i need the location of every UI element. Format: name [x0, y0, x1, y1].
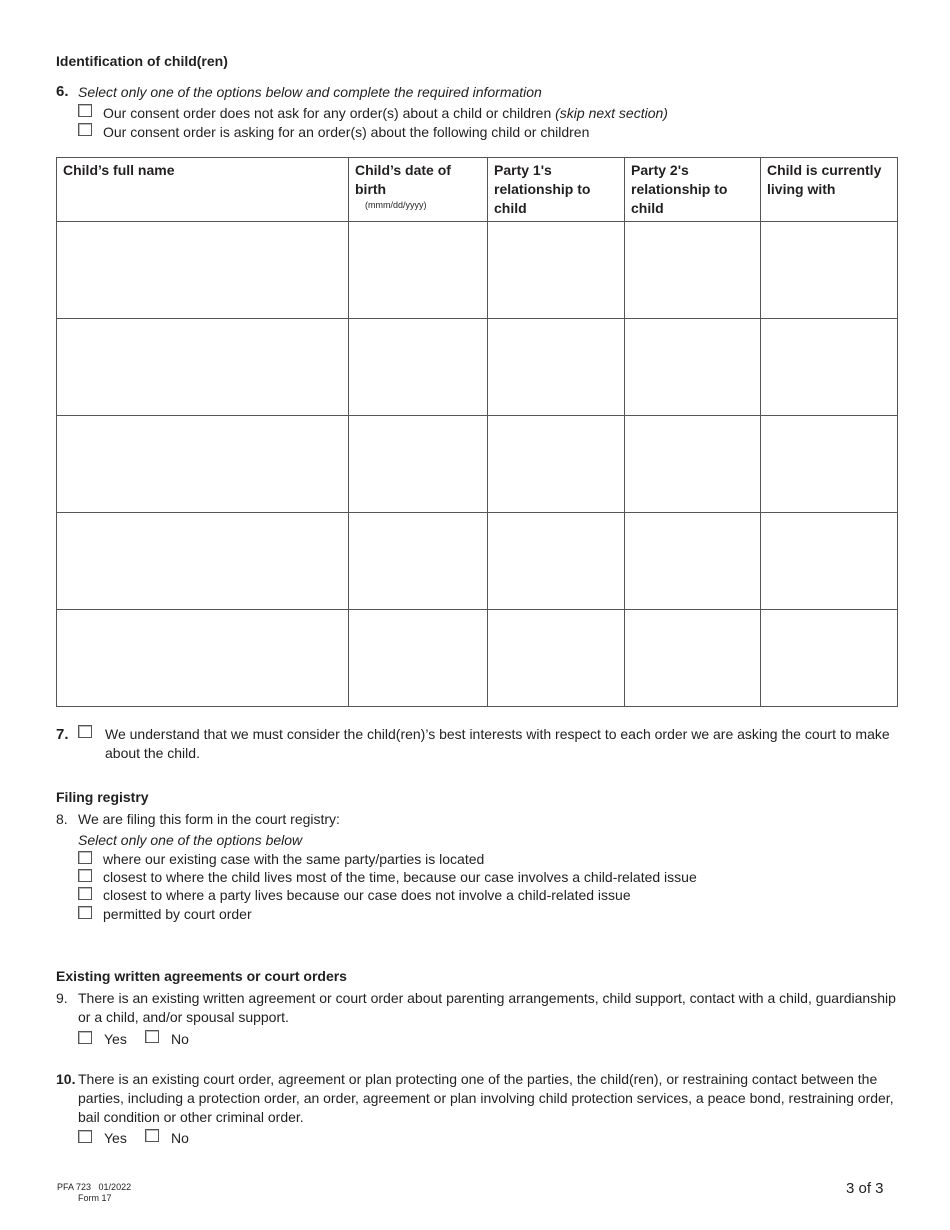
child-dob-cell[interactable] [349, 513, 488, 610]
living-with-cell[interactable] [761, 513, 898, 610]
q9-yes-label: Yes [104, 1031, 127, 1047]
child-name-cell[interactable] [57, 610, 349, 707]
skip-section-note: (skip next section) [555, 105, 668, 121]
form-code: PFA 723 [57, 1182, 92, 1192]
party2-relationship-cell[interactable] [625, 222, 761, 319]
registry-child-lives-label: closest to where the child lives most of the time, because our case involves a child-related issue [103, 869, 697, 885]
children-checkbox[interactable] [78, 123, 92, 136]
no-children-option-label: Our consent order does not ask for any order(s) about a child or children [103, 105, 552, 121]
question-9-text: There is an existing written agreement or court order about parenting arrangements, child support, contact with a child, guardianship or a child, and/or spousal support. [78, 990, 896, 1025]
section-heading-existing-orders: Existing written agreements or court orders [56, 968, 347, 984]
child-dob-cell[interactable] [349, 610, 488, 707]
registry-existing-case-label: where our existing case with the same party/parties is located [103, 851, 485, 867]
party2-relationship-cell[interactable] [625, 513, 761, 610]
living-with-cell[interactable] [761, 610, 898, 707]
party2-relationship-cell[interactable] [625, 416, 761, 513]
living-with-cell[interactable] [761, 416, 898, 513]
best-interests-checkbox[interactable] [78, 725, 92, 738]
q10-yes-label: Yes [104, 1130, 127, 1146]
registry-existing-case-checkbox[interactable] [78, 851, 92, 864]
header-child-name: Child’s full name [57, 158, 349, 222]
child-name-cell[interactable] [57, 416, 349, 513]
q9-no-label: No [171, 1031, 189, 1047]
registry-party-lives-checkbox[interactable] [78, 887, 92, 900]
living-with-cell[interactable] [761, 222, 898, 319]
party1-relationship-cell[interactable] [488, 222, 625, 319]
children-table [56, 157, 898, 707]
party1-relationship-cell[interactable] [488, 610, 625, 707]
child-name-cell[interactable] [57, 513, 349, 610]
question-7-text: We understand that we must consider the child(ren)’s best interests with respect to each order we are asking the court to make about the child. [105, 726, 890, 761]
header-party2-relationship: Party 2's relationship to child [625, 158, 761, 222]
form-code-line [57, 1182, 131, 1193]
child-name-cell[interactable] [57, 319, 349, 416]
question-7-number: 7. [56, 726, 69, 743]
q10-no-label: No [171, 1130, 189, 1146]
question-10-text: There is an existing court order, agreement or plan protecting one of the parties, the child(ren), or restraining contact between the parties, including a protection order, an order, agreement or plan involving child protection services, a peace bond, restraining order, bail condition or other criminal order. [78, 1071, 894, 1125]
table-row [57, 319, 898, 416]
registry-court-order-checkbox[interactable] [78, 906, 92, 919]
party1-relationship-cell[interactable] [488, 319, 625, 416]
question-10-number: 10. [56, 1071, 76, 1087]
section-heading-filing-registry: Filing registry [56, 789, 149, 805]
child-dob-cell[interactable] [349, 416, 488, 513]
child-dob-cell[interactable] [349, 222, 488, 319]
question-6-instruction: Select only one of the options below and complete the required information [78, 84, 542, 100]
header-child-dob: Child’s date of birth (mmm/dd/yyyy) [349, 158, 488, 222]
q9-yes-checkbox[interactable] [78, 1031, 92, 1044]
party2-relationship-cell[interactable] [625, 319, 761, 416]
children-option-label: Our consent order is asking for an order(s) about the following child or children [103, 124, 590, 140]
section-heading-children: Identification of child(ren) [56, 53, 228, 69]
header-party1-relationship: Party 1's relationship to child [488, 158, 625, 222]
child-name-cell[interactable] [57, 222, 349, 319]
question-6-number: 6. [56, 83, 69, 100]
table-row [57, 610, 898, 707]
question-8-number: 8. [56, 811, 68, 827]
registry-party-lives-label: closest to where a party lives because our case does not involve a child-related issue [103, 887, 631, 903]
q10-no-checkbox[interactable] [145, 1129, 159, 1142]
child-dob-cell[interactable] [349, 319, 488, 416]
page-number: 3 of 3 [846, 1180, 884, 1197]
question-8-instruction: Select only one of the options below [78, 832, 303, 848]
form-date: 01/2022 [98, 1182, 132, 1192]
no-children-checkbox[interactable] [78, 104, 92, 117]
registry-child-lives-checkbox[interactable] [78, 869, 92, 882]
q10-yes-checkbox[interactable] [78, 1130, 92, 1143]
party1-relationship-cell[interactable] [488, 513, 625, 610]
form-name: Form 17 [78, 1193, 112, 1203]
table-row [57, 222, 898, 319]
children-table-header [57, 158, 898, 222]
party2-relationship-cell[interactable] [625, 610, 761, 707]
question-8-text: We are filing this form in the court registry: [78, 811, 340, 827]
q9-no-checkbox[interactable] [145, 1030, 159, 1043]
party1-relationship-cell[interactable] [488, 416, 625, 513]
question-9-number: 9. [56, 990, 68, 1006]
living-with-cell[interactable] [761, 319, 898, 416]
table-row [57, 416, 898, 513]
table-row [57, 513, 898, 610]
dob-format-hint: (mmm/dd/yyyy) [365, 200, 427, 210]
no-children-option [103, 105, 668, 122]
registry-court-order-label: permitted by court order [103, 906, 252, 922]
header-living-with: Child is currently living with [761, 158, 898, 222]
